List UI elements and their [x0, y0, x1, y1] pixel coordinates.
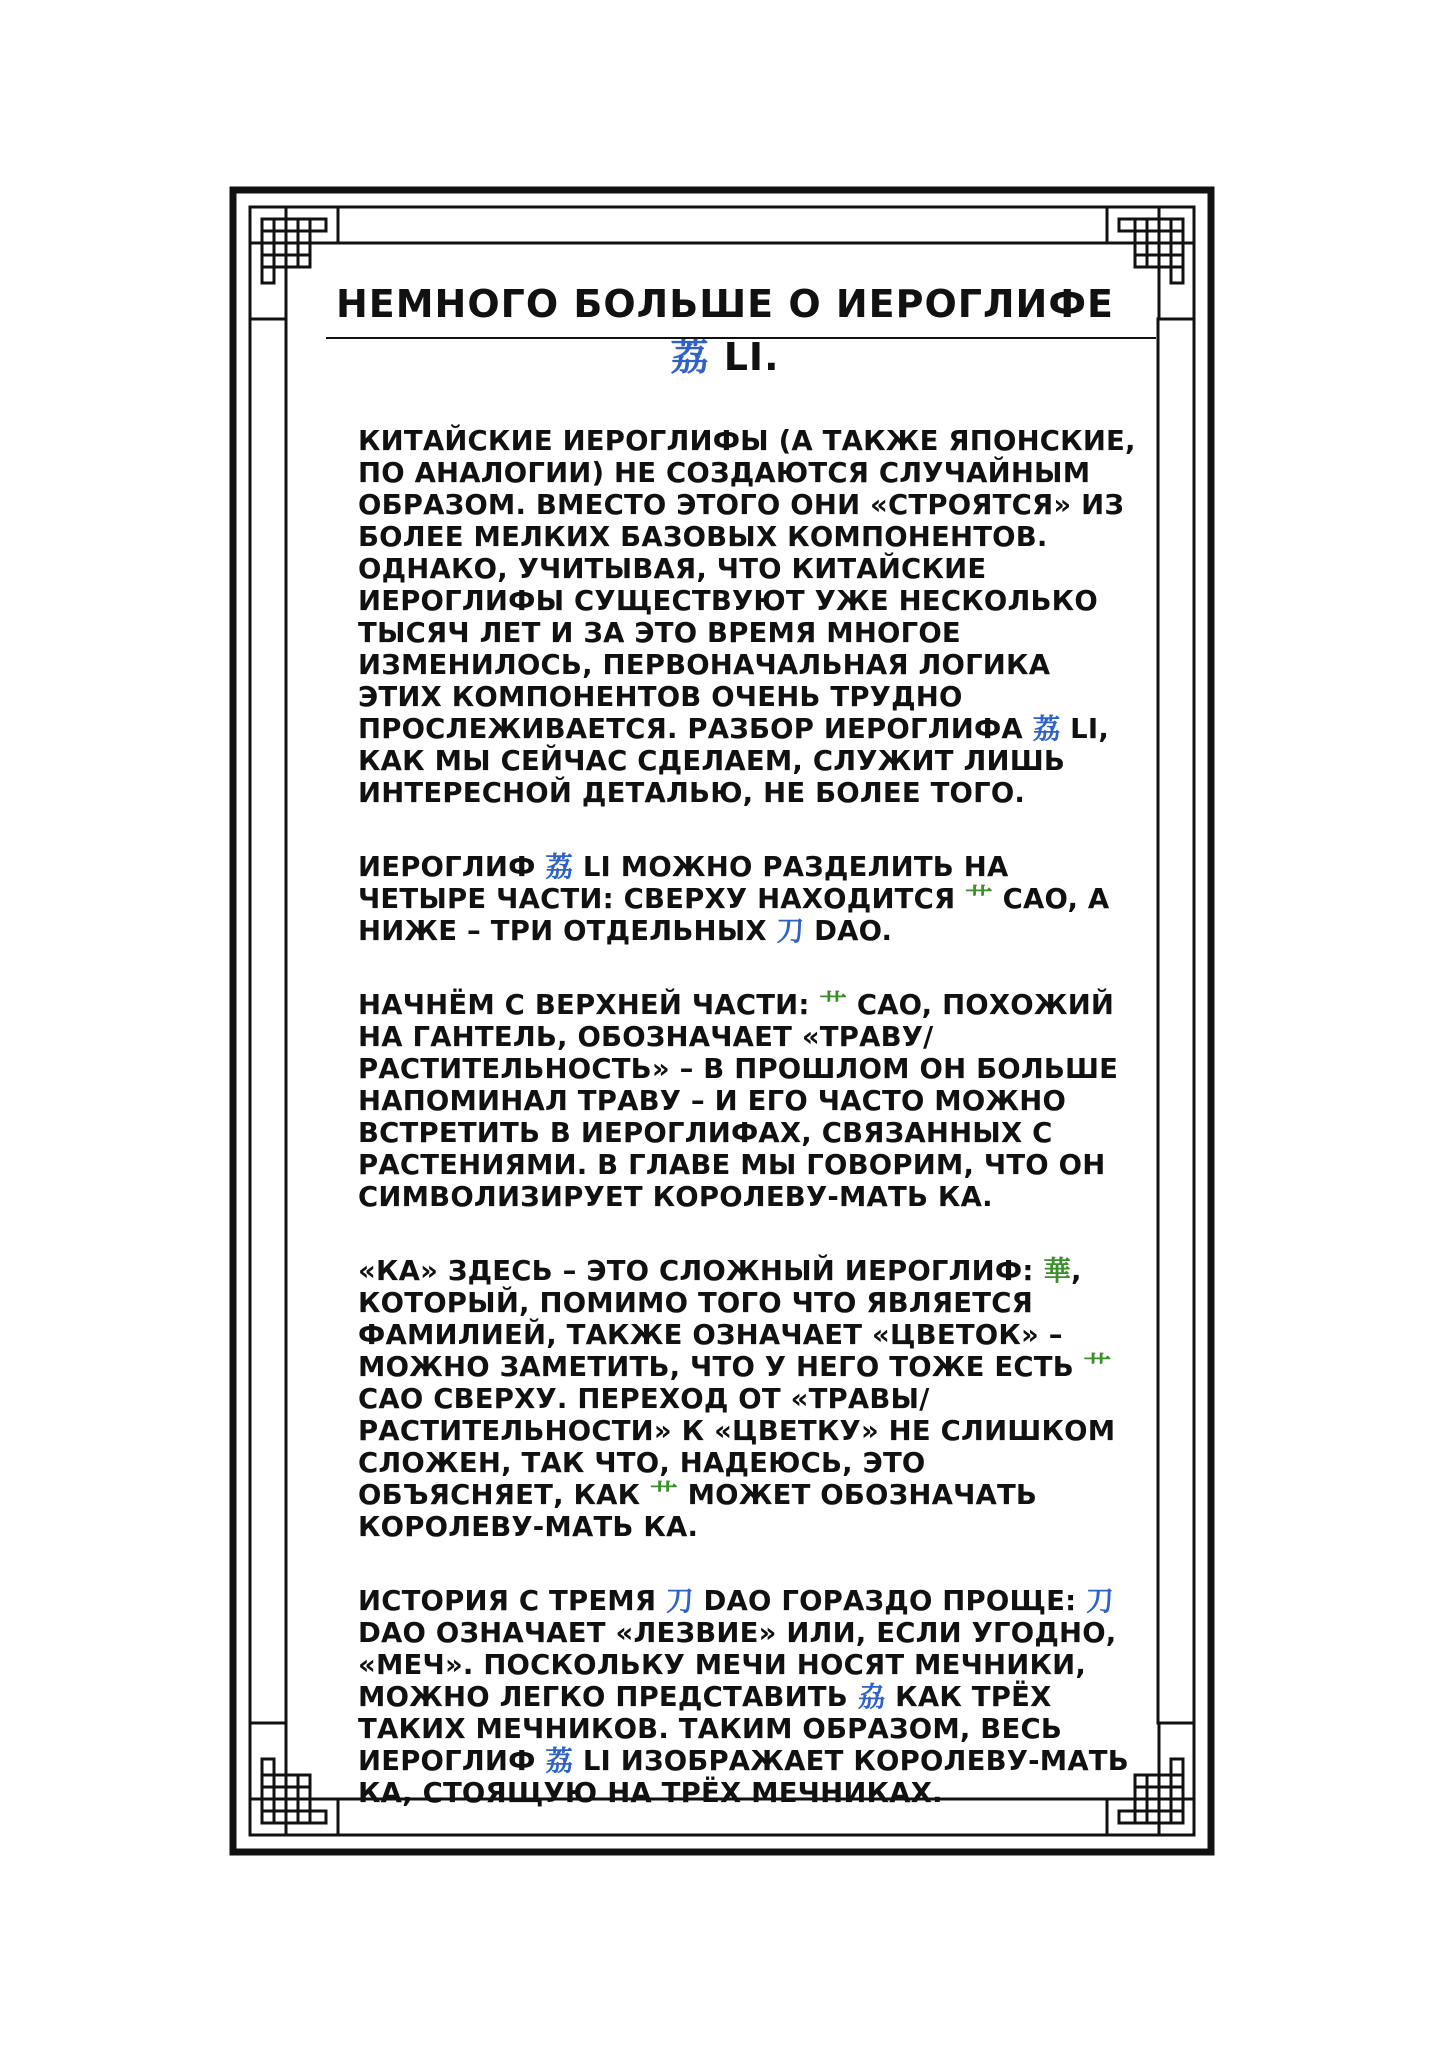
- hanzi-green: 華: [1043, 1255, 1072, 1287]
- paragraph-text: ИЕРОГЛИФ: [358, 851, 546, 883]
- paragraph-text: КАК ТРЁХ ТАКИХ МЕЧНИКОВ. ТАКИМ ОБРАЗОМ, ВЕСЬ ИЕРОГЛИФ: [358, 1681, 1062, 1777]
- hanzi-blue: 刀: [666, 1585, 694, 1617]
- hanzi-blue: 荔: [1032, 713, 1061, 745]
- paragraph-text: LI ИЗОБРАЖАЕТ КОРОЛЕВУ-МАТЬ КА, СТОЯЩУЮ НА ТРЁХ МЕЧНИКАХ.: [358, 1745, 1129, 1809]
- corner-fret-ornament: [250, 207, 338, 319]
- paragraph-text: ИСТОРИЯ С ТРЕМЯ: [358, 1585, 667, 1617]
- paragraph-text: LI, КАК МЫ СЕЙЧАС СДЕЛАЕМ, СЛУЖИТ ЛИШЬ ИНТЕРЕСНОЙ ДЕТАЛЬЮ, НЕ БОЛЕЕ ТОГО.: [358, 713, 1109, 809]
- hanzi-green: 艹: [1083, 1351, 1112, 1383]
- title-prefix: НЕМНОГО БОЛЬШЕ О ИЕРОГЛИФЕ: [335, 282, 1115, 326]
- hanzi-green: 艹: [650, 1479, 678, 1511]
- hanzi-green: 艹: [819, 989, 848, 1021]
- paragraph-text: CAO, А НИЖЕ – ТРИ ОТДЕЛЬНЫХ: [358, 883, 1110, 947]
- paragraph-intro: [358, 425, 1136, 809]
- paragraph-text: НАЧНЁМ С ВЕРХНЕЙ ЧАСТИ:: [358, 989, 820, 1021]
- paragraph-components: [358, 851, 1136, 947]
- paragraph-text: CAO СВЕРХУ. ПЕРЕХОД ОТ «ТРАВЫ/РАСТИТЕЛЬНОСТИ» К «ЦВЕТКУ» НЕ СЛИШКОМ СЛОЖЕН, ТАК ЧТО, НАДЕЮСЬ, ЭТО ОБЪЯСНЯЕТ, КАК: [358, 1383, 1116, 1511]
- hanzi-blue: 荔: [545, 1745, 574, 1777]
- paragraph-cao: [358, 989, 1136, 1213]
- page-title: [330, 282, 1120, 381]
- paragraph-text: , КОТОРЫЙ, ПОМИМО ТОГО ЧТО ЯВЛЯЕТСЯ ФАМИЛИЕЙ, ТАКЖЕ ОЗНАЧАЕТ «ЦВЕТОК» – МОЖНО ЗАМЕТИТЬ, ЧТО У НЕГО ТОЖЕ ЕСТЬ: [358, 1255, 1084, 1383]
- paragraph-text: CAO, ПОХОЖИЙ НА ГАНТЕЛЬ, ОБОЗНАЧАЕТ «ТРАВУ/РАСТИТЕЛЬНОСТЬ» – В ПРОШЛОМ ОН БОЛЬШЕ НАПОМИНАЛ ТРАВУ – И ЕГО ЧАСТО МОЖНО ВСТРЕТИТЬ В ИЕРОГЛИФАХ, СВЯЗАННЫХ С РАСТЕНИЯМИ. В ГЛАВЕ МЫ ГОВОРИМ, ЧТО ОН СИМВОЛИЗИРУЕТ КОРОЛЕВУ-МАТЬ КА.: [358, 989, 1119, 1213]
- paragraph-ka: [358, 1255, 1136, 1543]
- title-hanzi-li: 荔: [670, 335, 710, 379]
- paragraph-text: DAO ОЗНАЧАЕТ «ЛЕЗВИЕ» ИЛИ, ЕСЛИ УГОДНО, «МЕЧ». ПОСКОЛЬКУ МЕЧИ НОСЯТ МЕЧНИКИ, МОЖНО ЛЕГКО ПРЕДСТАВИТЬ: [358, 1617, 1117, 1713]
- title-underline: [326, 337, 1156, 339]
- paragraph-text: LI МОЖНО РАЗДЕЛИТЬ НА ЧЕТЫРЕ ЧАСТИ: СВЕРХУ НАХОДИТСЯ: [358, 851, 1009, 915]
- hanzi-green: 艹: [965, 883, 993, 915]
- hanzi-blue: 刀: [1086, 1585, 1114, 1617]
- title-suffix: LI.: [723, 335, 780, 379]
- hanzi-blue: 刀: [776, 915, 805, 947]
- paragraph-text: КИТАЙСКИЕ ИЕРОГЛИФЫ (А ТАКЖЕ ЯПОНСКИЕ, ПО АНАЛОГИИ) НЕ СОЗДАЮТСЯ СЛУЧАЙНЫМ ОБРАЗОМ. ВМЕСТО ЭТОГО ОНИ «СТРОЯТСЯ» ИЗ БОЛЕЕ МЕЛКИХ БАЗОВЫХ КОМПОНЕНТОВ. ОДНАКО, УЧИТЫВАЯ, ЧТО КИТАЙСКИЕ ИЕРОГЛИФЫ СУЩЕСТВУЮТ УЖЕ НЕСКОЛЬКО ТЫСЯЧ ЛЕТ И ЗА ЭТО ВРЕМЯ МНОГОЕ ИЗМЕНИЛОСЬ, ПЕРВОНАЧАЛЬНАЯ ЛОГИКА ЭТИХ КОМПОНЕНТОВ ОЧЕНЬ ТРУДНО ПРОСЛЕЖИВАЕТСЯ. РАЗБОР ИЕРОГЛИФА: [358, 425, 1136, 745]
- paragraph-text: «КА» ЗДЕСЬ – ЭТО СЛОЖНЫЙ ИЕРОГЛИФ:: [358, 1255, 1044, 1287]
- paragraph-text: DAO ГОРАЗДО ПРОЩЕ:: [693, 1585, 1087, 1617]
- hanzi-blue: 荔: [545, 851, 574, 883]
- paragraph-text: МОЖЕТ ОБОЗНАЧАТЬ КОРОЛЕВУ-МАТЬ КА.: [358, 1479, 1038, 1543]
- paragraph-dao: [358, 1585, 1136, 1809]
- article-body: [358, 425, 1136, 1851]
- hanzi-blue: 劦: [857, 1681, 886, 1713]
- paragraph-text: DAO.: [804, 915, 893, 947]
